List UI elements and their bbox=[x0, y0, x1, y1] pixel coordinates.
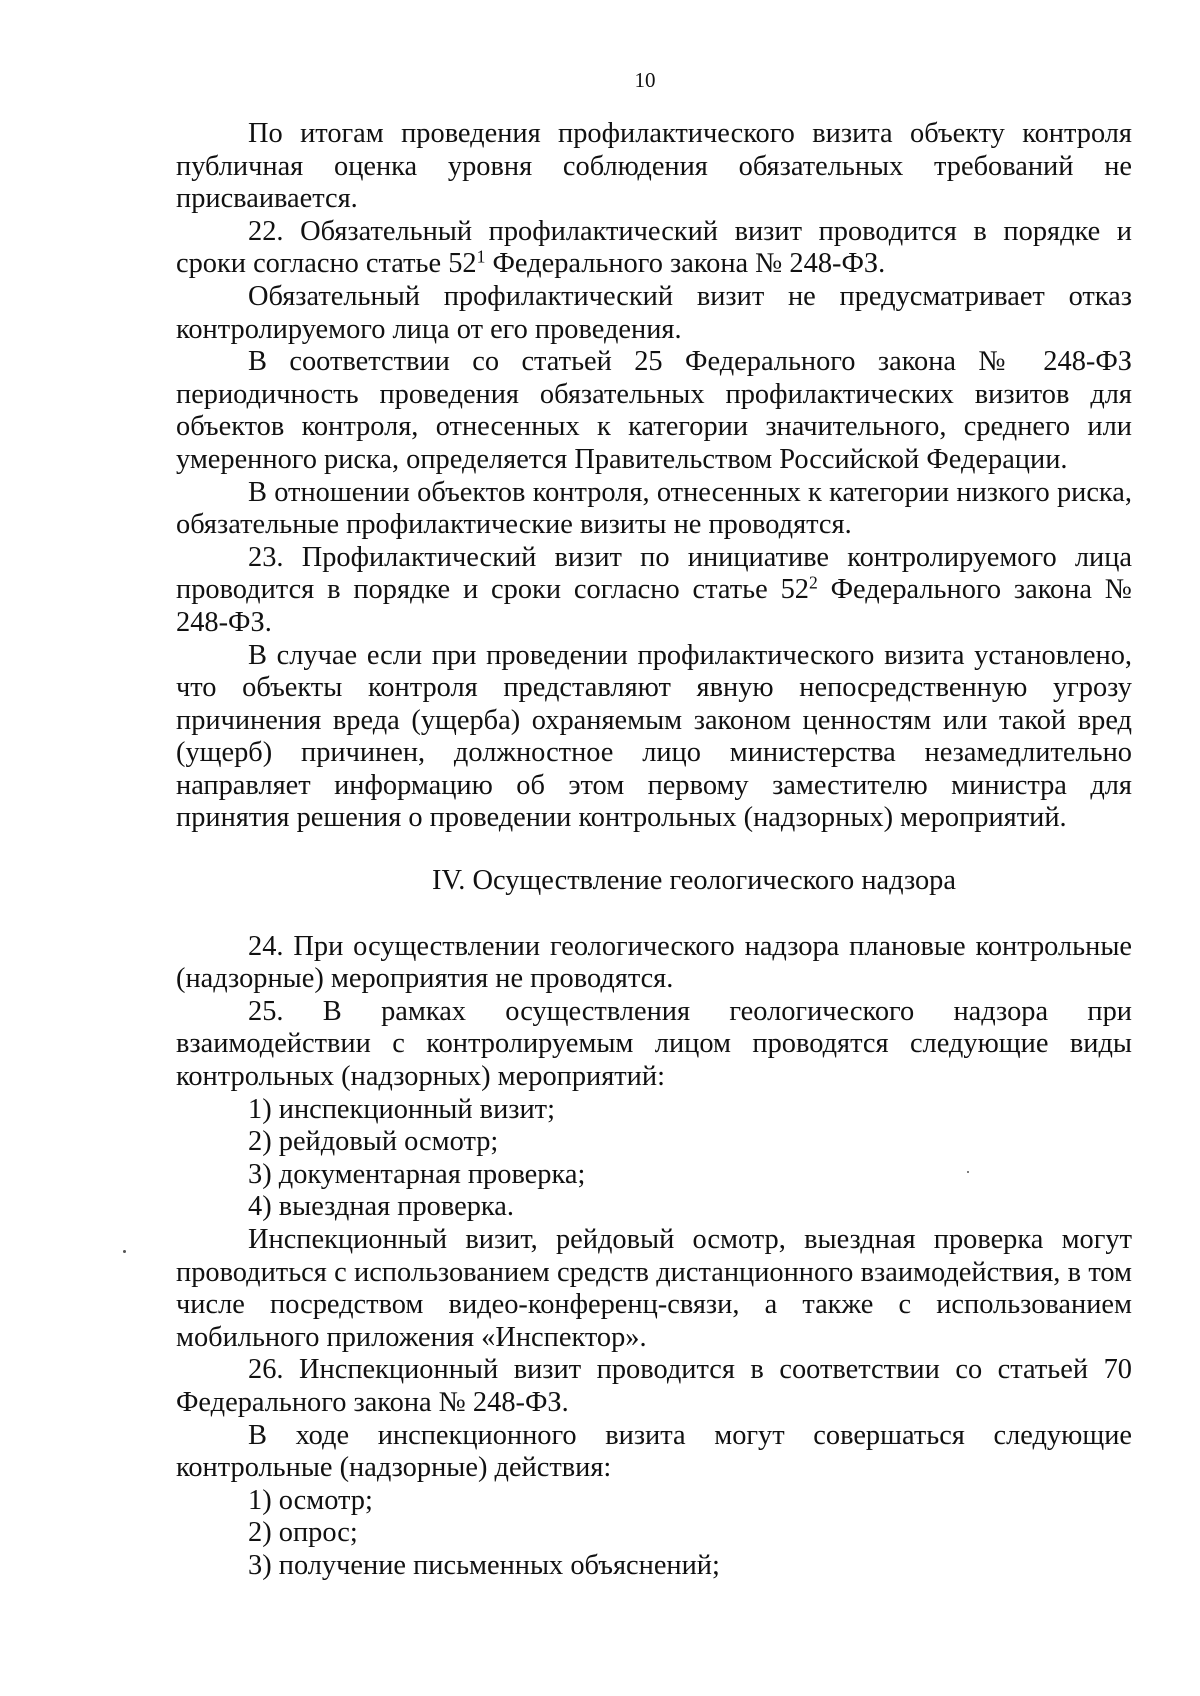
paragraph-24: 24. При осуществлении геологического надзора плановые контрольные (надзорные) мероприятия не проводятся. bbox=[176, 930, 1132, 995]
page-number: 10 bbox=[634, 68, 656, 92]
list-item: 2) рейдовый осмотр; bbox=[248, 1126, 499, 1158]
superscript-2: 2 bbox=[808, 572, 818, 593]
list-item: 4) выездная проверка. bbox=[248, 1191, 514, 1223]
section-heading: IV. Осуществление геологического надзора bbox=[432, 865, 956, 897]
paragraph-threat: В случае если при проведении профилактического визита установлено, что объекты контроля представляют явную непосредственную угрозу причинения вреда (ущерба) охраняемым законом ценностям или такой вред (ущерб) причинен, должностное лицо министерства незамедлительно направляет информацию об этом первому заместителю министра для принятия решения о проведении контрольных (надзорных) мероприятий. bbox=[176, 639, 1132, 834]
paragraph-23-text-end: Федерального закона № 248-ФЗ. bbox=[176, 574, 1132, 638]
list-control-measures bbox=[176, 1094, 1132, 1224]
list-item: 1) инспекционный визит; bbox=[248, 1093, 555, 1125]
paragraph-22-text-end: Федерального закона № 248-ФЗ. bbox=[485, 248, 886, 280]
paragraph-22 bbox=[176, 216, 1132, 281]
paragraph-low-risk: В отношении объектов контроля, отнесенных к категории низкого риска, обязательные профилактические визиты не проводятся. bbox=[176, 476, 1132, 541]
paragraph-23 bbox=[176, 542, 1132, 640]
paragraph-no-refusal: Обязательный профилактический визит не предусматривает отказ контролируемого лица от его проведения. bbox=[176, 280, 1132, 345]
superscript-1: 1 bbox=[476, 246, 486, 267]
scan-speck bbox=[967, 1171, 969, 1173]
list-item: 1) осмотр; bbox=[248, 1484, 373, 1516]
document-body bbox=[176, 118, 1132, 1583]
list-item: 3) получение письменных объяснений; bbox=[248, 1549, 720, 1581]
list-item: 2) опрос; bbox=[248, 1517, 358, 1549]
paragraph-remote: Инспекционный визит, рейдовый осмотр, выездная проверка могут проводиться с использованием средств дистанционного взаимодействия, в том числе посредством видео-конференц-связи, а также с использованием мобильного приложения «Инспектор». bbox=[176, 1224, 1132, 1353]
paragraph-periodicity: В соответствии со статьей 25 Федерального закона № 248-ФЗ периодичность проведения обязательных профилактических визитов для объектов контроля, отнесенных к категории значительного, среднего или умеренного риска, определяется Правительством Российской Федерации. bbox=[176, 346, 1132, 475]
scan-speck bbox=[123, 1250, 126, 1253]
paragraph-public-assessment: По итогам проведения профилактического визита объекту контроля публичная оценка уровня соблюдения обязательных требований не присваивается. bbox=[176, 118, 1132, 215]
paragraph-26: 26. Инспекционный визит проводится в соответствии со статьей 70 Федерального закона № 248-ФЗ. bbox=[176, 1354, 1132, 1418]
paragraph-22-text: 22. Обязательный профилактический визит проводится в порядке и сроки согласно статье 52 bbox=[176, 215, 1132, 280]
paragraph-actions: В ходе инспекционного визита могут совершаться следующие контрольные (надзорные) действия: bbox=[176, 1419, 1132, 1484]
paragraph-25: 25. В рамках осуществления геологического надзора при взаимодействии с контролируемым лицом проводятся следующие виды контрольных (надзорных) мероприятий: bbox=[176, 995, 1132, 1093]
list-item: 3) документарная проверка; bbox=[248, 1158, 586, 1190]
list-control-actions bbox=[176, 1485, 1132, 1583]
paragraph-23-text: 23. Профилактический визит по инициативе контролируемого лица проводится в порядке и сроки согласно статье 52 bbox=[176, 541, 1132, 606]
